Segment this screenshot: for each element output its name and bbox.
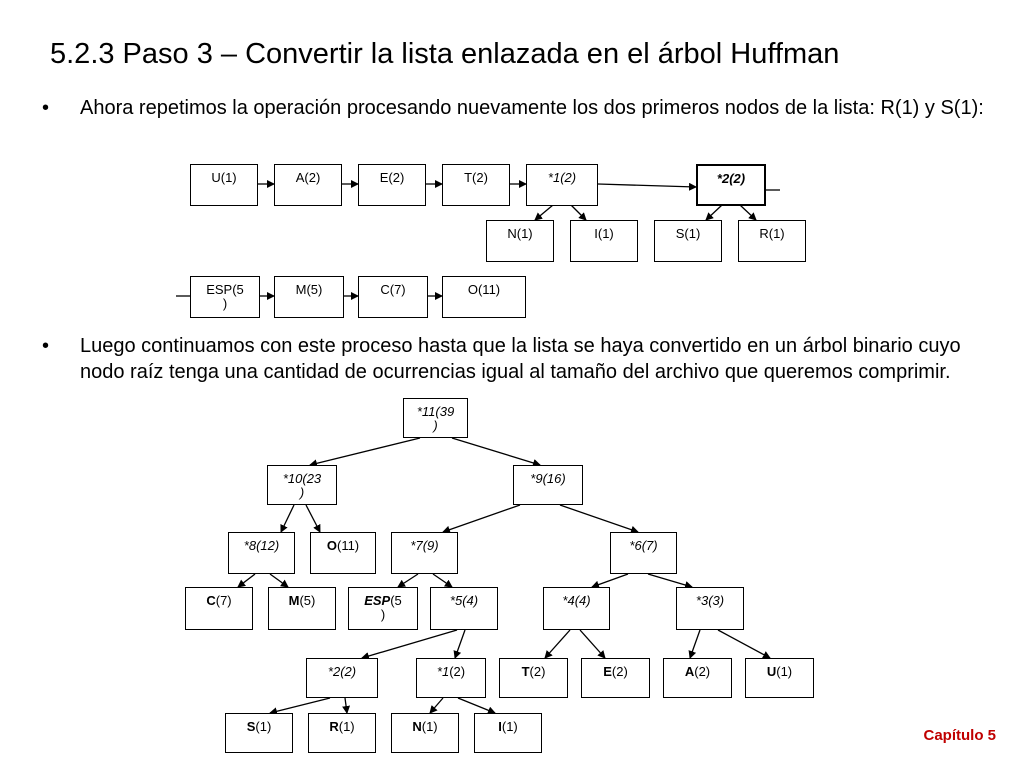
tree-node-s: S(1) <box>225 713 293 753</box>
list-child-link <box>535 205 553 220</box>
tree-edge <box>648 574 692 587</box>
tree-node-t: T(2) <box>499 658 568 698</box>
tree-node-a: A(2) <box>663 658 732 698</box>
bullet-text-tree: Luego continuamos con este proceso hasta que la lista se haya convertido en un árbol binario cuyo nodo raíz tenga una cantidad de ocurrencias igual al tamaño del archivo que queremos comprimir. <box>80 335 961 383</box>
tree-node-n: N(1) <box>391 713 459 753</box>
tree-edge <box>270 574 288 587</box>
tree-node-2: *2(2) <box>306 658 378 698</box>
tree-edge <box>310 438 420 465</box>
list-child-link <box>740 205 756 220</box>
bullet-text-step: Ahora repetimos la operación procesando nuevamente los dos primeros nodos de la lista: R(1) y S(1): <box>80 97 984 119</box>
tree-node-1: *1(2) <box>416 658 486 698</box>
list-node-t: T(2) <box>442 164 510 206</box>
tree-edge <box>545 630 570 658</box>
tree-node-o: O(11) <box>310 532 376 574</box>
tree-node-u: U(1) <box>745 658 814 698</box>
tree-node-9: *9(16) <box>513 465 583 505</box>
list-child-link <box>706 205 722 220</box>
list-node-c: C(7) <box>358 276 428 318</box>
tree-node-c: C(7) <box>185 587 253 630</box>
list-node-o: O(11) <box>442 276 526 318</box>
tree-edge <box>430 698 443 713</box>
tree-edge <box>718 630 770 658</box>
tree-node-m: M(5) <box>268 587 336 630</box>
tree-node-6: *6(7) <box>610 532 677 574</box>
tree-edge <box>306 505 320 532</box>
tree-edge <box>345 698 347 713</box>
list-node-e: E(2) <box>358 164 426 206</box>
list-node-star2: *2(2) <box>696 164 766 206</box>
tree-edge <box>580 630 605 658</box>
tree-node-5: *5(4) <box>430 587 498 630</box>
tree-edge <box>690 630 700 658</box>
tree-edge <box>452 438 540 465</box>
tree-node-7: *7(9) <box>391 532 458 574</box>
list-child-i: I(1) <box>570 220 638 262</box>
tree-edge <box>592 574 628 587</box>
tree-edge <box>443 505 520 532</box>
tree-node-root: *11(39 ) <box>403 398 468 438</box>
list-node-m: M(5) <box>274 276 344 318</box>
tree-node-i: I(1) <box>474 713 542 753</box>
bullet-marker: • <box>42 97 50 119</box>
tree-node-e: E(2) <box>581 658 650 698</box>
tree-node-10: *10(23 ) <box>267 465 337 505</box>
list-node-esp: ESP(5 ) <box>190 276 260 318</box>
tree-edge <box>458 698 495 713</box>
list-child-n: N(1) <box>486 220 554 262</box>
tree-edge <box>455 630 465 658</box>
tree-node-r: R(1) <box>308 713 376 753</box>
tree-edge <box>281 505 294 532</box>
list-child-s: S(1) <box>654 220 722 262</box>
list-child-r: R(1) <box>738 220 806 262</box>
tree-node-esp: ESP(5 ) <box>348 587 418 630</box>
list-child-link <box>571 205 586 220</box>
list-link <box>598 184 696 187</box>
tree-edge <box>238 574 255 587</box>
list-node-u: U(1) <box>190 164 258 206</box>
slide-title: 5.2.3 Paso 3 – Convertir la lista enlazada en el árbol Huffman <box>50 38 840 70</box>
bullet-marker: • <box>42 335 50 357</box>
tree-edge <box>270 698 330 713</box>
list-node-a: A(2) <box>274 164 342 206</box>
tree-edge <box>398 574 418 587</box>
tree-node-8: *8(12) <box>228 532 295 574</box>
tree-edge <box>560 505 638 532</box>
tree-edge <box>433 574 452 587</box>
list-node-star1: *1(2) <box>526 164 598 206</box>
tree-edge <box>362 630 457 658</box>
tree-node-4: *4(4) <box>543 587 610 630</box>
tree-node-3: *3(3) <box>676 587 744 630</box>
chapter-footer: Capítulo 5 <box>923 727 996 744</box>
